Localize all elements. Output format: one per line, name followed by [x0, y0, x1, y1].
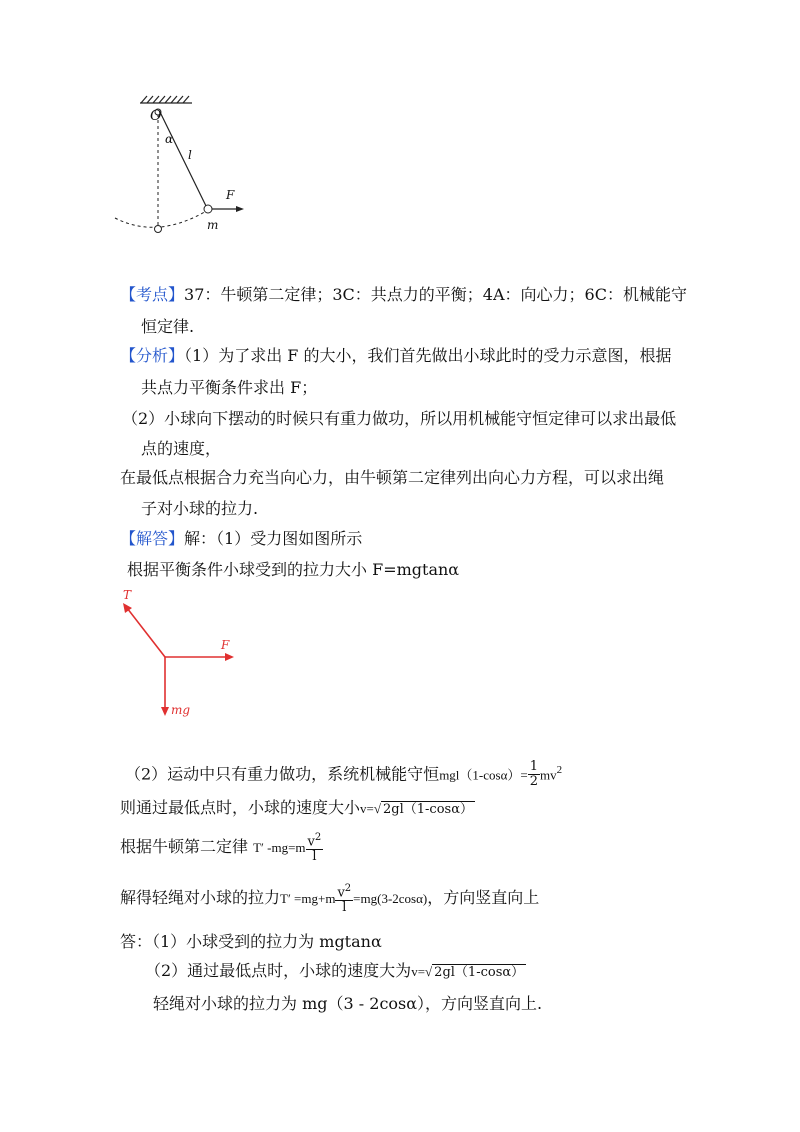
answer-line-2: [145, 960, 526, 983]
newton-eq-left: T′ -mg=m: [253, 840, 306, 855]
force-f-arrowhead: [236, 206, 244, 212]
answer-v: v=: [411, 964, 426, 979]
solve-num-sup: 2: [344, 882, 352, 894]
label-l: l: [188, 148, 192, 162]
force-f-head: [225, 653, 234, 661]
newton-frac-den: l: [312, 849, 317, 865]
kaodian-line-1: [120, 284, 687, 306]
fenxi-line-4: 点的速度，: [141, 439, 222, 458]
part2-line: [125, 755, 562, 790]
lowest-text: 则通过最低点时，小球的速度大小: [120, 798, 361, 817]
label-m: m: [207, 218, 219, 232]
swing-arc: [115, 210, 208, 227]
fenxi-line-1: [120, 345, 671, 367]
solve-num: v: [337, 885, 345, 901]
jieda-line-1: [120, 528, 362, 550]
solve-frac-den: l: [342, 900, 347, 916]
lowest-line: [120, 797, 475, 820]
label-o: O: [150, 108, 162, 124]
label-t: T: [123, 588, 132, 602]
answer-text-2: （2）通过最低点时，小球的速度大为: [145, 961, 412, 980]
pendulum-figure: [110, 90, 260, 240]
solve-text: 解得轻绳对小球的拉力: [120, 888, 281, 907]
solve-frac-num: [335, 882, 353, 901]
fenxi-line-5: 在最低点根据合力充当向心力，由牛顿第二定律列出向心力方程，可以求出绳: [120, 468, 665, 487]
kaodian-text-1: 37：牛顿第二定律；3C：共点力的平衡；4A：向心力；6C：机械能守: [184, 285, 687, 304]
part2-eq-right: mv: [540, 767, 557, 783]
label-f: F: [226, 188, 235, 202]
ball-m: [204, 205, 212, 213]
solve-line: [120, 880, 539, 917]
jieda-intro: 解：（1）受力图如图所示: [184, 529, 363, 548]
newton-num: v: [307, 834, 315, 850]
part2-frac-num: 1: [529, 759, 538, 775]
newton-frac: [306, 831, 324, 864]
label-alpha: α: [165, 132, 174, 146]
answer-sqrt-sign: √: [425, 964, 433, 979]
fenxi-line-6: 子对小球的拉力.: [141, 499, 259, 518]
solve-frac: [335, 882, 353, 915]
newton-num-sup: 2: [314, 831, 322, 843]
ceiling-hatch: [140, 96, 192, 103]
part2-eq-sup: 2: [556, 764, 563, 776]
lowest-ball: [155, 226, 162, 233]
label-mg: mg: [171, 703, 191, 717]
newton-text: 根据牛顿第二定律: [120, 837, 249, 856]
answer-line-1: 答：（1）小球受到的拉力为 mgtanα: [120, 932, 382, 951]
part2-eq-left: mgl（1-cosα）=: [439, 767, 528, 783]
part2-frac: [528, 760, 540, 789]
solve-tail: ，方向竖直向上: [427, 888, 540, 907]
newton-line: [120, 830, 323, 865]
lowest-sqrt: 2gl（1-cosα）: [383, 802, 473, 817]
sqrt-sign: √: [373, 801, 381, 816]
fenxi-line-3: （2）小球向下摆动的时候只有重力做功，所以用机械能守恒定律可以求出最低: [122, 409, 677, 428]
answer-sqrt: 2gl（1-cosα）: [434, 965, 525, 980]
kaodian-line-2: 恒定律.: [141, 317, 195, 336]
label-f2: F: [221, 638, 230, 652]
answer-line-3: 轻绳对小球的拉力为 mg（3 - 2cosα），方向竖直向上.: [153, 994, 543, 1013]
kaodian-tag: 【考点】: [120, 285, 185, 304]
jieda-line-2: 根据平衡条件小球受到的拉力大小 F=mgtanα: [127, 560, 460, 579]
solve-eq-right: =mg(3-2cosα): [353, 891, 428, 906]
tension-arrow: [127, 608, 165, 657]
part2-text: （2）运动中只有重力做功，系统机械能守恒: [125, 764, 440, 784]
fenxi-tag: 【分析】: [120, 346, 185, 365]
newton-frac-num: [306, 831, 324, 850]
jieda-tag: 【解答】: [120, 529, 185, 548]
pendulum-string: [160, 112, 207, 208]
fenxi-text-1: （1）为了求出 F 的大小，我们首先做出小球此时的受力示意图，根据: [184, 346, 672, 365]
gravity-arrowhead: [161, 707, 169, 716]
fenxi-line-2: 共点力平衡条件求出 F；: [141, 378, 318, 397]
part2-frac-den: 2: [529, 774, 538, 790]
lowest-v: v=: [360, 801, 374, 816]
solve-eq-left: T′ =mg+m: [280, 891, 336, 906]
